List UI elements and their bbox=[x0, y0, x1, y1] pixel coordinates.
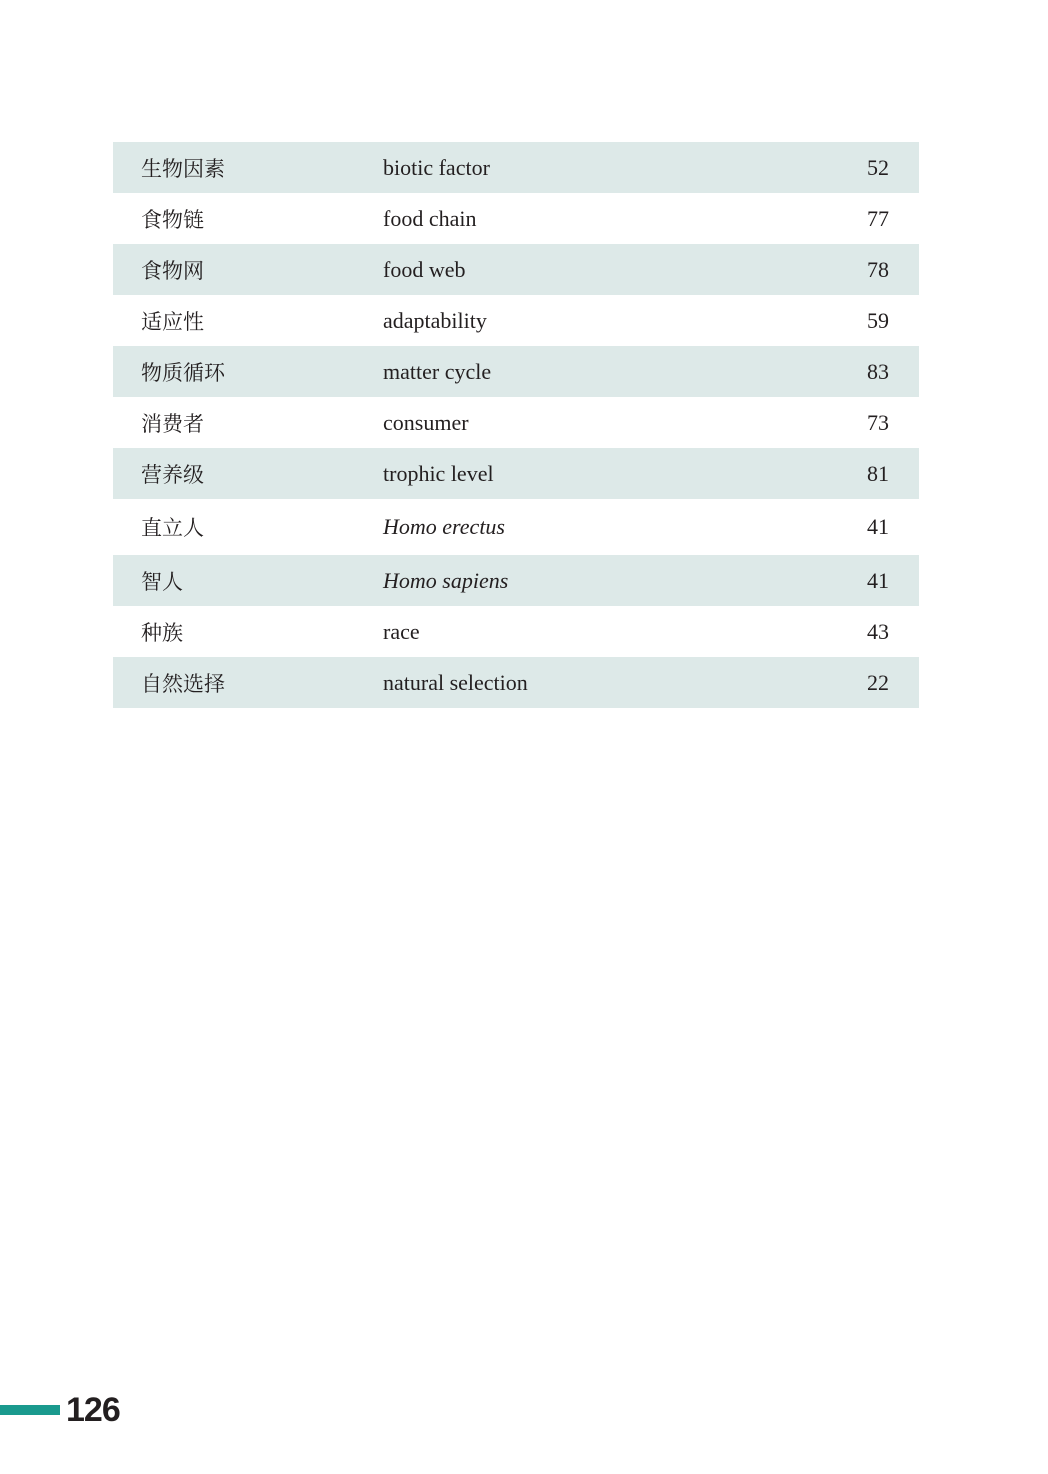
term-chinese: 食物链 bbox=[141, 207, 204, 232]
term-page: 43 bbox=[867, 618, 889, 644]
term-page: 73 bbox=[867, 409, 889, 435]
term-page: 83 bbox=[867, 358, 889, 384]
term-english: race bbox=[383, 618, 420, 644]
term-english: consumer bbox=[383, 409, 469, 435]
term-chinese: 生物因素 bbox=[141, 156, 225, 181]
page-accent-bar bbox=[0, 1405, 60, 1415]
term-chinese: 智人 bbox=[141, 569, 183, 594]
table-row bbox=[113, 295, 919, 346]
table-row bbox=[113, 555, 919, 606]
term-page: 52 bbox=[867, 154, 889, 180]
term-page: 77 bbox=[867, 205, 889, 231]
table-row bbox=[113, 346, 919, 397]
term-page: 59 bbox=[867, 307, 889, 333]
table-row bbox=[113, 244, 919, 295]
term-chinese: 直立人 bbox=[141, 516, 204, 540]
term-english: Homo erectus bbox=[383, 514, 505, 539]
table-row bbox=[113, 193, 919, 244]
table-row bbox=[113, 606, 919, 657]
term-page: 22 bbox=[867, 669, 889, 695]
term-page: 41 bbox=[867, 514, 889, 539]
page-footer bbox=[0, 1388, 120, 1432]
term-english: trophic level bbox=[383, 460, 494, 486]
table-row bbox=[113, 397, 919, 448]
term-chinese: 食物网 bbox=[141, 258, 204, 283]
term-chinese: 种族 bbox=[141, 620, 183, 645]
term-english: biotic factor bbox=[383, 154, 490, 180]
table-row bbox=[113, 448, 919, 499]
table-row bbox=[113, 657, 919, 708]
term-chinese: 适应性 bbox=[141, 309, 204, 334]
term-page: 41 bbox=[867, 567, 889, 593]
page-number: 126 bbox=[66, 1390, 120, 1429]
term-chinese: 消费者 bbox=[141, 411, 204, 436]
term-chinese: 自然选择 bbox=[141, 671, 225, 696]
term-chinese: 物质循环 bbox=[141, 360, 225, 385]
term-english: food web bbox=[383, 256, 466, 282]
term-english: natural selection bbox=[383, 669, 528, 695]
term-english: matter cycle bbox=[383, 358, 492, 384]
term-english: adaptability bbox=[383, 307, 487, 333]
term-page: 78 bbox=[867, 256, 889, 282]
term-page: 81 bbox=[867, 460, 889, 486]
term-english: Homo sapiens bbox=[383, 567, 509, 593]
term-english: food chain bbox=[383, 205, 477, 231]
table-row bbox=[113, 499, 919, 555]
glossary-table bbox=[113, 142, 919, 708]
table-row bbox=[113, 142, 919, 193]
term-chinese: 营养级 bbox=[141, 462, 204, 487]
